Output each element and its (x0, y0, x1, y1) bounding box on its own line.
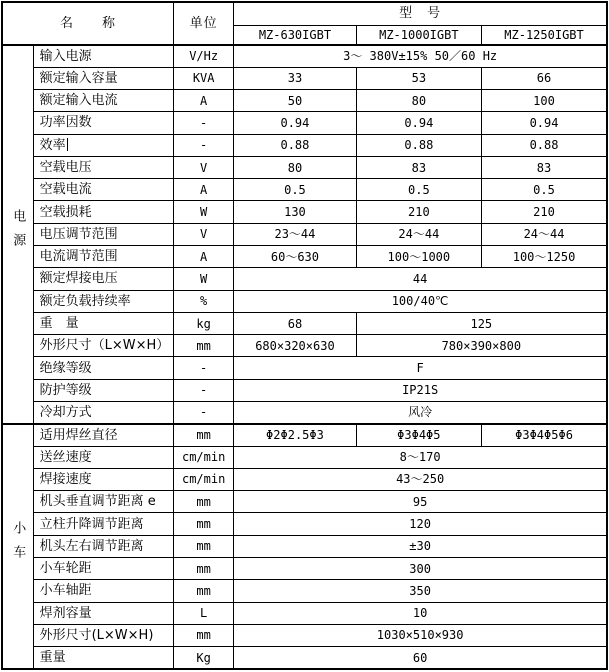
section-category (2, 424, 33, 669)
table-row (2, 357, 607, 379)
row-value: 68 (234, 312, 356, 334)
table-row (2, 312, 607, 334)
row-value: 50 (234, 90, 356, 112)
row-label (33, 424, 173, 446)
row-unit: - (174, 379, 234, 401)
row-label-text: 小车轴距 (39, 583, 92, 599)
row-unit: V (174, 223, 234, 245)
table-row (2, 67, 607, 89)
table-row (2, 446, 607, 468)
row-value: 0.94 (356, 112, 481, 134)
row-value: 210 (356, 201, 481, 223)
row-unit: A (174, 90, 234, 112)
row-value: 0.94 (482, 112, 607, 134)
row-value: 100～1250 (482, 246, 607, 268)
row-label (33, 602, 173, 624)
row-unit: W (174, 201, 234, 223)
spec-table (1, 1, 608, 670)
row-value: 24～44 (356, 223, 481, 245)
row-unit: V/Hz (174, 45, 234, 67)
row-label-text: 重 量 (39, 316, 79, 332)
row-label-text: 额定负载持续率 (39, 293, 131, 309)
table-row (2, 246, 607, 268)
row-label (33, 647, 173, 669)
row-unit: mm (174, 535, 234, 557)
model-column-header: 型 号 (234, 2, 607, 25)
table-row (2, 290, 607, 312)
table-row (2, 201, 607, 223)
row-value: 210 (482, 201, 607, 223)
row-label-text: 外形尺寸（L×W×H） (39, 338, 170, 354)
row-label (33, 535, 173, 557)
text-cursor (67, 138, 68, 151)
row-label-text: 额定输入容量 (39, 70, 118, 86)
row-value: 10 (234, 602, 607, 624)
row-unit: A (174, 246, 234, 268)
table-row (2, 468, 607, 490)
table-row (2, 90, 607, 112)
row-value: 780×390×800 (356, 335, 607, 357)
row-label-text: 小车轮距 (39, 561, 92, 577)
row-label-text: 额定输入电流 (39, 93, 118, 109)
row-label-text: 适用焊丝直径 (39, 427, 118, 443)
row-value: Φ3Φ4Φ5 (356, 424, 481, 446)
row-value: F (234, 357, 607, 379)
row-value: 23～44 (234, 223, 356, 245)
row-unit: V (174, 156, 234, 178)
model-name-1: MZ-630IGBT (234, 25, 356, 45)
row-unit: - (174, 112, 234, 134)
row-label-text: 送丝速度 (39, 449, 92, 465)
row-label (33, 45, 173, 67)
row-label (33, 112, 173, 134)
name-column-header: 名 称 (2, 2, 174, 45)
table-row (2, 112, 607, 134)
row-label (33, 379, 173, 401)
row-label (33, 268, 173, 290)
table-row (2, 491, 607, 513)
row-value: IP21S (234, 379, 607, 401)
row-value: 0.88 (482, 134, 607, 156)
row-value: 0.5 (356, 179, 481, 201)
model-name-2: MZ-1000IGBT (356, 25, 481, 45)
row-value: 3～ 380V±15% 50／60 Hz (234, 45, 607, 67)
row-label (33, 402, 173, 424)
row-label (33, 513, 173, 535)
table-row (2, 624, 607, 646)
model-name-3: MZ-1250IGBT (482, 25, 607, 45)
table-row (2, 402, 607, 424)
row-label-text: 防护等级 (39, 382, 92, 398)
row-unit: KVA (174, 67, 234, 89)
row-label (33, 312, 173, 334)
row-label-text: 空载损耗 (39, 204, 92, 220)
row-value: Φ2Φ2.5Φ3 (234, 424, 356, 446)
row-label (33, 357, 173, 379)
row-value: 0.94 (234, 112, 356, 134)
row-label-text: 电流调节范围 (39, 249, 118, 265)
row-value: ±30 (234, 535, 607, 557)
row-value: 0.5 (482, 179, 607, 201)
row-value: 1030×510×930 (234, 624, 607, 646)
row-label (33, 179, 173, 201)
table-row (2, 647, 607, 669)
row-unit: - (174, 357, 234, 379)
row-label (33, 246, 173, 268)
row-label-text: 效率 (39, 138, 66, 154)
row-label (33, 67, 173, 89)
row-label-text: 绝缘等级 (39, 360, 92, 376)
row-label (33, 156, 173, 178)
row-label-text: 冷却方式 (39, 404, 92, 420)
row-value: 60 (234, 647, 607, 669)
row-value: 43～250 (234, 468, 607, 490)
row-label (33, 468, 173, 490)
row-unit: mm (174, 624, 234, 646)
row-unit: % (174, 290, 234, 312)
table-row (2, 134, 607, 156)
row-value: 0.88 (234, 134, 356, 156)
row-label (33, 335, 173, 357)
row-label (33, 580, 173, 602)
row-unit: W (174, 268, 234, 290)
row-value: 100 (482, 90, 607, 112)
row-unit: mm (174, 513, 234, 535)
row-unit: L (174, 602, 234, 624)
row-value: 80 (234, 156, 356, 178)
row-value: 66 (482, 67, 607, 89)
row-value: 83 (356, 156, 481, 178)
row-label-text: 立柱升降调节距离 (39, 516, 144, 532)
table-row (2, 335, 607, 357)
row-value: 60～630 (234, 246, 356, 268)
row-value: 130 (234, 201, 356, 223)
unit-column-header: 单位 (174, 2, 234, 45)
row-label-text: 外形尺寸(L×W×H) (39, 627, 154, 643)
row-value: 83 (482, 156, 607, 178)
table-row (2, 223, 607, 245)
header-row-top (2, 2, 607, 25)
row-value: 0.5 (234, 179, 356, 201)
row-label-text: 空载电压 (39, 160, 92, 176)
table-row (2, 179, 607, 201)
table-row (2, 535, 607, 557)
row-value: 0.88 (356, 134, 481, 156)
section-category-label: 小车 (10, 520, 26, 569)
table-body (2, 45, 607, 669)
row-label-text: 输入电源 (39, 48, 92, 64)
row-label (33, 446, 173, 468)
row-label-text: 电压调节范围 (39, 226, 118, 242)
row-unit: mm (174, 557, 234, 579)
table-row (2, 379, 607, 401)
row-label-text: 空载电流 (39, 182, 92, 198)
row-value: 100/40℃ (234, 290, 607, 312)
row-unit: kg (174, 312, 234, 334)
row-value: 33 (234, 67, 356, 89)
row-value: 80 (356, 90, 481, 112)
section-category (2, 45, 33, 424)
row-label-text: 焊剂容量 (39, 605, 92, 621)
row-value: 风冷 (234, 402, 607, 424)
table-row (2, 268, 607, 290)
table-header (2, 2, 607, 45)
table-row (2, 45, 607, 67)
row-label (33, 491, 173, 513)
row-unit: - (174, 402, 234, 424)
row-label (33, 134, 173, 156)
row-value: 120 (234, 513, 607, 535)
table-row (2, 580, 607, 602)
row-unit: - (174, 134, 234, 156)
row-value: 95 (234, 491, 607, 513)
row-unit: mm (174, 580, 234, 602)
row-label-text: 功率因数 (39, 115, 92, 131)
row-label-text: 额定焊接电压 (39, 271, 118, 287)
row-label (33, 90, 173, 112)
row-value: 100～1000 (356, 246, 481, 268)
row-unit: A (174, 179, 234, 201)
row-unit: cm/min (174, 446, 234, 468)
row-value: 680×320×630 (234, 335, 356, 357)
table-row (2, 156, 607, 178)
table-row (2, 513, 607, 535)
row-label-text: 焊接速度 (39, 471, 92, 487)
row-unit: mm (174, 491, 234, 513)
row-label (33, 201, 173, 223)
row-value: 125 (356, 312, 607, 334)
row-value: 24～44 (482, 223, 607, 245)
row-value: Φ3Φ4Φ5Φ6 (482, 424, 607, 446)
row-label-text: 机头左右调节距离 (39, 538, 144, 554)
row-unit: mm (174, 335, 234, 357)
row-unit: cm/min (174, 468, 234, 490)
row-label-text: 重量 (39, 650, 66, 666)
table-row (2, 424, 607, 446)
row-unit: mm (174, 424, 234, 446)
row-value: 350 (234, 580, 607, 602)
row-value: 8～170 (234, 446, 607, 468)
row-label (33, 624, 173, 646)
row-unit: Kg (174, 647, 234, 669)
section-category-label: 电源 (10, 208, 26, 257)
row-value: 300 (234, 557, 607, 579)
table-row (2, 602, 607, 624)
row-label (33, 223, 173, 245)
table-row (2, 557, 607, 579)
row-label-text: 机头垂直调节距离 e (39, 494, 156, 510)
row-value: 53 (356, 67, 481, 89)
row-label (33, 290, 173, 312)
row-label (33, 557, 173, 579)
row-value: 44 (234, 268, 607, 290)
